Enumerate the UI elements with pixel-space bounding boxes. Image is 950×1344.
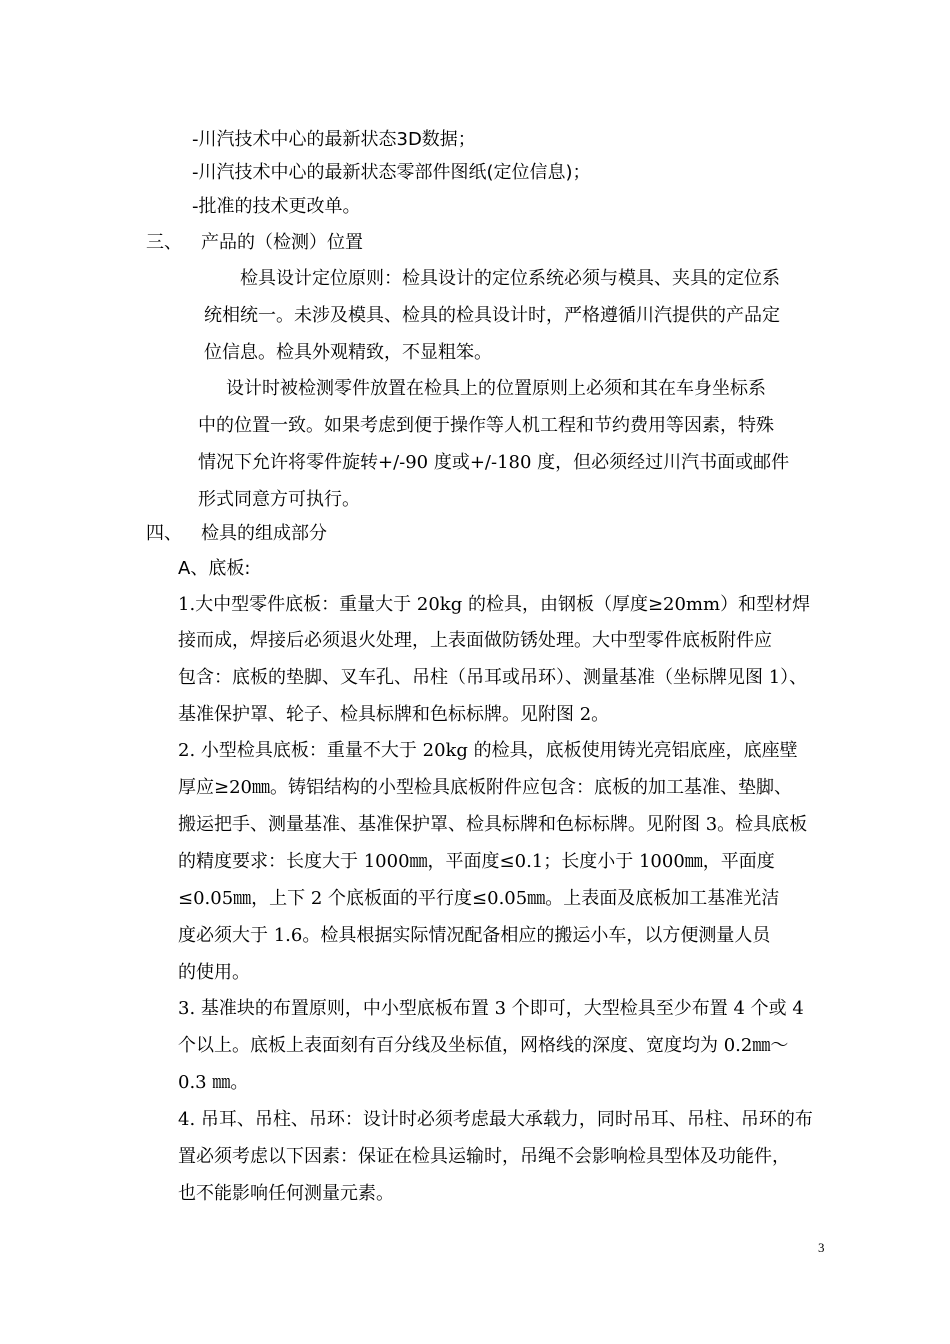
section-4-number: 四、	[146, 523, 182, 544]
paragraph-line: 0.3 ㎜。	[178, 1072, 249, 1093]
paragraph-line: 包含：底板的垫脚、叉车孔、吊柱（吊耳或吊环）、测量基准（坐标牌见图 1）、	[178, 667, 808, 688]
subheading: A、底板:	[178, 558, 251, 579]
list-item: -川汽技术中心的最新状态3D数据；	[192, 129, 476, 150]
paragraph-line: 度必须大于 1.6。检具根据实际情况配备相应的搬运小车，以方便测量人员	[178, 925, 771, 946]
paragraph-line: ≤0.05㎜，上下 2 个底板面的平行度≤0.05㎜。上表面及底板加工基准光洁	[178, 888, 780, 909]
paragraph-line: 接而成，焊接后必须退火处理，上表面做防锈处理。大中型零件底板附件应	[178, 630, 772, 651]
paragraph-line: 统相统一。未涉及模具、检具的检具设计时，严格遵循川汽提供的产品定	[204, 305, 780, 326]
paragraph-line: 3. 基准块的布置原则，中小型底板布置 3 个即可，大型检具至少布置 4 个或 4	[178, 998, 804, 1019]
paragraph-line: 位信息。检具外观精致，不显粗笨。	[204, 342, 492, 363]
paragraph-line: 4. 吊耳、吊柱、吊环：设计时必须考虑最大承载力，同时吊耳、吊柱、吊环的布	[178, 1109, 813, 1130]
paragraph-line: 的精度要求：长度大于 1000㎜，平面度≤0.1；长度小于 1000㎜，平面度	[178, 851, 775, 872]
paragraph-line: 基准保护罩、轮子、检具标牌和色标标牌。见附图 2。	[178, 704, 610, 725]
paragraph-line: 设计时被检测零件放置在检具上的位置原则上必须和其在车身坐标系	[226, 378, 766, 399]
paragraph-line: 形式同意方可执行。	[198, 489, 360, 510]
paragraph-line: 1.大中型零件底板：重量大于 20kg 的检具，由钢板（厚度≥20mm）和型材焊	[178, 594, 811, 615]
paragraph-line: 搬运把手、测量基准、基准保护罩、检具标牌和色标标牌。见附图 3。检具底板	[178, 814, 808, 835]
paragraph-line: 也不能影响任何测量元素。	[178, 1183, 394, 1204]
list-item: -批准的技术更改单。	[192, 196, 361, 217]
section-3-number: 三、	[146, 232, 182, 253]
paragraph-line: 厚应≥20㎜。铸铝结构的小型检具底板附件应包含：底板的加工基准、垫脚、	[178, 777, 792, 798]
paragraph-line: 个以上。底板上表面刻有百分线及坐标值，网格线的深度、宽度均为 0.2㎜～	[178, 1035, 789, 1056]
paragraph-line: 情况下允许将零件旋转+/-90 度或+/-180 度，但必须经过川汽书面或邮件	[198, 452, 790, 473]
page-number: 3	[818, 1240, 825, 1255]
section-4-title: 检具的组成部分	[201, 523, 327, 544]
section-3-title: 产品的（检测）位置	[201, 232, 363, 253]
list-item: -川汽技术中心的最新状态零部件图纸(定位信息)；	[192, 162, 591, 183]
paragraph-line: 2. 小型检具底板：重量不大于 20kg 的检具，底板使用铸光亮铝底座，底座壁	[178, 740, 798, 761]
paragraph-line: 中的位置一致。如果考虑到便于操作等人机工程和节约费用等因素，特殊	[198, 415, 774, 436]
paragraph-line: 置必须考虑以下因素：保证在检具运输时，吊绳不会影响检具型体及功能件，	[178, 1146, 790, 1167]
paragraph-line: 检具设计定位原则：检具设计的定位系统必须与模具、夹具的定位系	[240, 268, 780, 289]
paragraph-line: 的使用。	[178, 962, 250, 983]
